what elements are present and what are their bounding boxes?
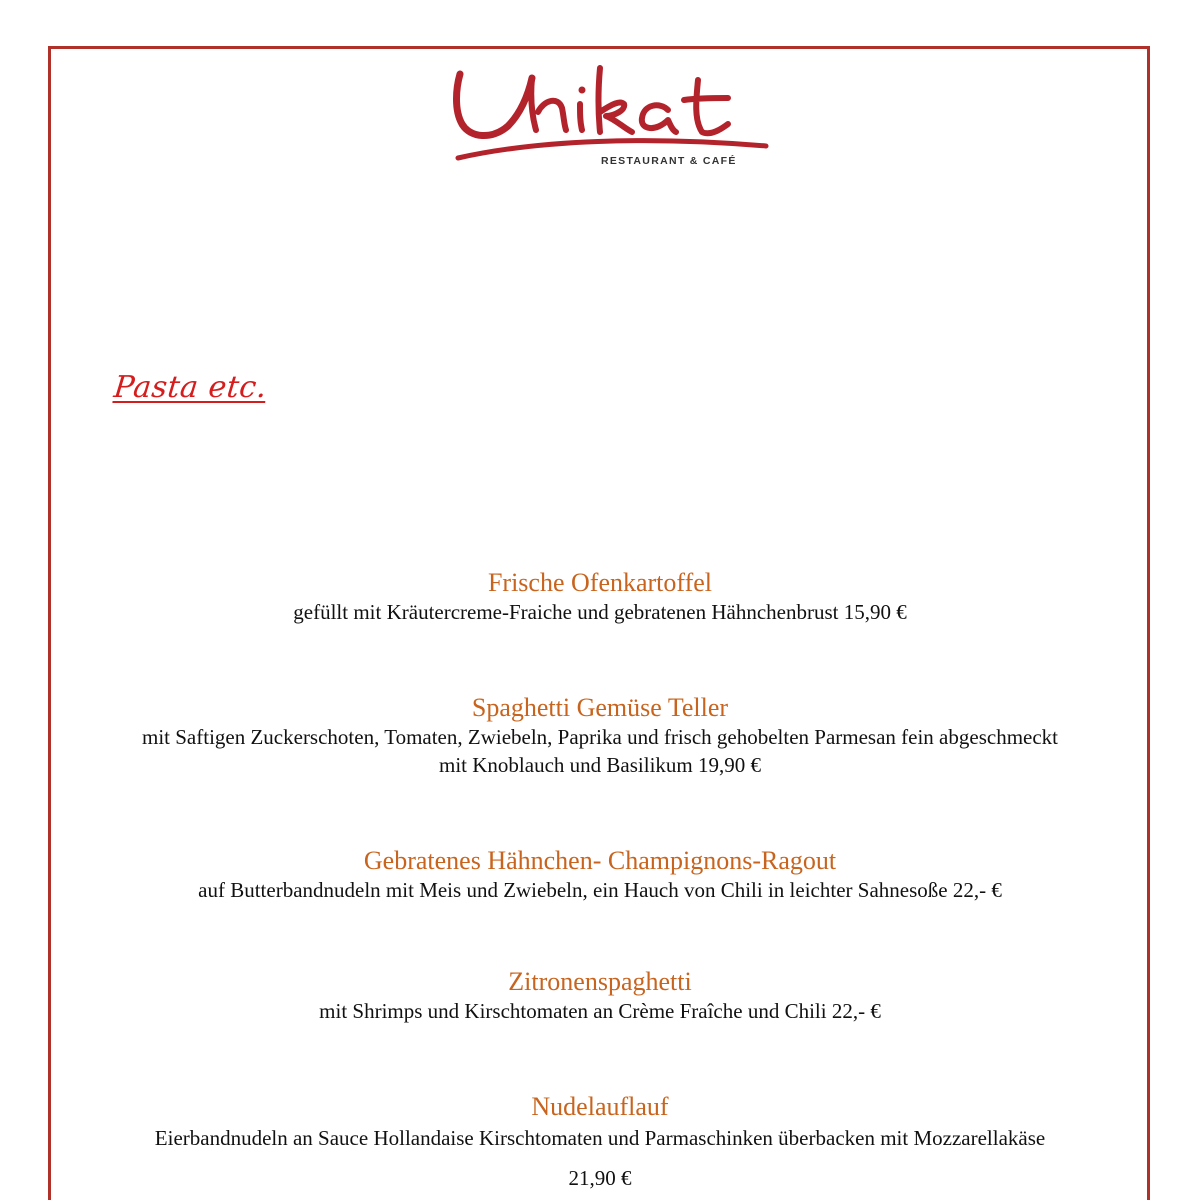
menu-item-description: mit Shrimps und Kirschtomaten an Crème Fraîche und Chili 22,- €	[319, 999, 881, 1023]
menu-item	[60, 693, 1140, 779]
menu-item-name: Gebratenes Hähnchen- Champignons-Ragout	[363, 846, 837, 875]
menu-item-name: Frische Ofenkartoffel	[487, 568, 713, 597]
logo-subtitle: RESTAURANT & CAFÉ	[601, 155, 737, 167]
menu-item-name: Zitronenspaghetti	[508, 967, 692, 996]
menu-item-description: Eierbandnudeln an Sauce Hollandaise Kirschtomaten und Parmaschinken überbacken mit Mozzarellakäse 21,90 €	[154, 1126, 1046, 1190]
menu-item	[60, 1092, 1140, 1198]
menu-item-name: Nudelauflauf	[531, 1092, 669, 1121]
menu-item-description: auf Butterbandnudeln mit Meis und Zwiebeln, ein Hauch von Chili in leichter Sahnesoße 22,- €	[198, 878, 1002, 902]
menu-item	[60, 846, 1140, 904]
menu-item-description: gefüllt mit Kräutercreme-Fraiche und gebratenen Hähnchenbrust 15,90 €	[293, 600, 907, 624]
section-heading: Pasta etc.	[112, 370, 269, 405]
menu-item-name: Spaghetti Gemüse Teller	[471, 693, 729, 722]
restaurant-logo	[448, 60, 778, 175]
menu-item	[60, 568, 1140, 626]
menu-item-description: mit Saftigen Zuckerschoten, Tomaten, Zwiebeln, Paprika und frisch gehobelten Parmesan fein abgeschmeckt mit Knoblauch und Basilikum 19,90 €	[141, 725, 1059, 777]
menu-item	[60, 967, 1140, 1025]
